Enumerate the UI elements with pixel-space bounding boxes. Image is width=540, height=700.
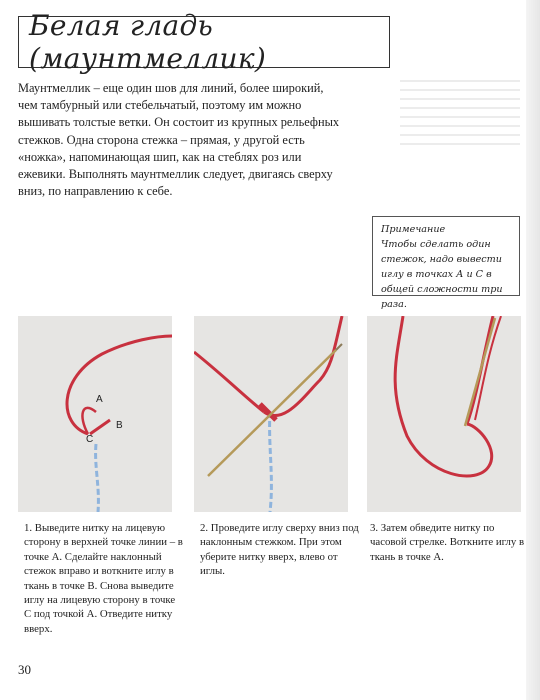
page-edge (526, 0, 540, 700)
step-3-photo (367, 316, 521, 512)
note-box (372, 216, 520, 310)
point-c-label: C (86, 434, 94, 445)
intro-paragraph: Маунтмеллик – еще один шов для линий, более широкий, чем тамбурный или стебельчатый, поэтому им можно вышивать толстые ветки. Он состоит из крупных рельефных стежков. Одна сторона стежка – прямая, у другой есть «ножка», напоминающая шип, как на стеблях роз или ежевики. Выполнять маунтмеллик следует, двигаясь сверху вниз, по направлению к себе. (18, 81, 340, 199)
note-title: Примечание (381, 224, 446, 235)
point-b-label: B (116, 420, 123, 431)
facing-page-text-bleed (400, 80, 520, 152)
step-1-illustration (18, 316, 172, 512)
step-1-photo (18, 316, 172, 512)
step-1-caption: 1. Выведите нитку на лицевую сторону в верхней точке линии – в точке А. Сделайте наклонный стежок вправо и воткните иглу в ткань в точке В. Снова выведите иглу на лицевую сторону в точке С под точкой А. Отведите нитку вверх. (24, 522, 183, 635)
facing-page-bleed (398, 18, 528, 66)
step-2-caption: 2. Проведите иглу сверху вниз под наклонным стежком. При этом уберите нитку вверх, влево от иглы. (200, 522, 359, 578)
page-title: Белая гладь (маунтмеллик) (18, 16, 390, 68)
step-2-photo (194, 316, 348, 512)
note-text: Чтобы сделать один стежок, надо вывести иглу в точках А и С в общей сложности три раза. (381, 239, 503, 310)
step-3-caption: 3. Затем обведите нитку по часовой стрелке. Воткните иглу в ткань в точке А. (370, 522, 525, 563)
step-3-illustration (367, 316, 521, 512)
step-2-illustration (194, 316, 348, 512)
page-number: 30 (18, 662, 31, 677)
point-a-label: A (96, 394, 103, 405)
